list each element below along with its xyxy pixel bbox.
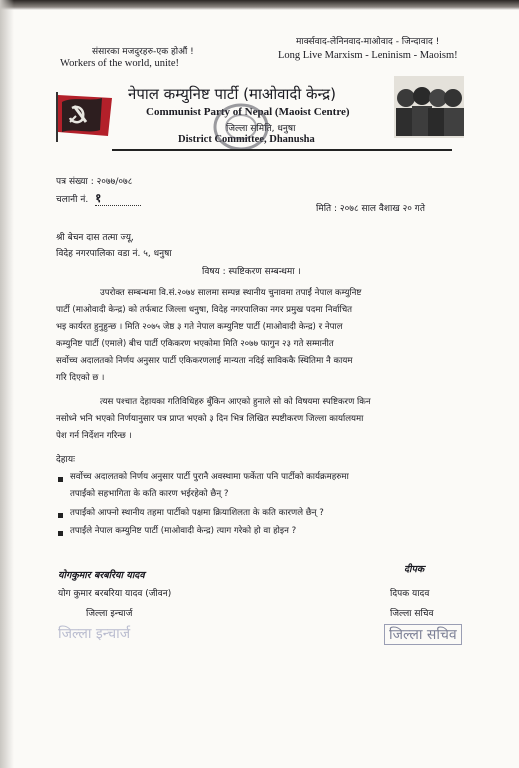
para1-line: कम्युनिष्ट पार्टी (एमाले) बीच पार्टी एकिकरण भएकोमा मिति २०७७ फागुन २३ गते सम्मानीत	[56, 339, 334, 349]
para1-line: सर्वोच्च अदालतको निर्णय अनुसार पार्टी एकिकरणलाई मान्यता नदिई साविककै स्थितिमा नै कायम	[56, 356, 353, 366]
slogan-left-english: Workers of the world, unite!	[60, 58, 179, 69]
para2-line: पेश गर्न निर्देशन गरिन्छ ।	[56, 431, 132, 441]
right-stamp: जिल्ला सचिव	[384, 624, 462, 645]
left-signatory-title: जिल्ला इन्चार्ज	[86, 609, 133, 619]
party-name-nepali: नेपाल कम्युनिष्ट पार्टी (माओवादी केन्द्र)	[128, 85, 336, 103]
bullet-icon	[58, 531, 63, 536]
party-name-english: Communist Party of Nepal (Maoist Centre)	[146, 106, 350, 118]
list-item-continuation: तपाईंको सहभागिता के कति कारण भईरहेको छैन् ?	[70, 489, 229, 499]
para1-line: उपरोक्त सम्बन्धमा वि.सं.२०७४ सालमा सम्पन्न स्थानीय चुनावमा तपाईं नेपाल कम्युनिष्ट	[100, 288, 362, 298]
dispatch-number	[56, 189, 141, 206]
ink-stamp-icon	[208, 98, 274, 156]
slogan-right-nepali: मार्क्सवाद-लेनिनवाद-माओवाद - जिन्दावाद !	[296, 37, 440, 47]
para1-line: गरि दिएको छ ।	[56, 373, 105, 383]
right-handwritten-signature: दीपक	[404, 564, 425, 575]
list-heading: देहायः	[56, 455, 75, 465]
list-item: सर्वोच्च अदालतको निर्णय अनुसार पार्टी पुरानै अवस्थामा फर्केता पनि पार्टीको कार्यक्रमहरुमा	[70, 472, 349, 482]
para2-line: नसोध्ने भनि भएको निर्णयानुसार पत्र प्राप्त भएको ३ दिन भित्र लिखित स्पष्टीकरण जिल्ला कार्यालयमा	[56, 414, 364, 424]
letter-date: मिति : २०७८ साल वैशाख २० गते	[316, 204, 425, 214]
slogan-left-nepali: संसारका मजदुरहरु-एक होऔं !	[92, 47, 194, 57]
recipient-address: विदेह नगरपालिका वडा नं. ५, धनुषा	[56, 249, 172, 259]
reference-number: पत्र संख्या : २०७७/०७८	[56, 177, 133, 187]
left-signatory-name: योग कुमार बरबरिया यादव (जीवन)	[58, 589, 172, 599]
para1-line: भइ कार्यरत हुनुहुन्छ । मिति २०७५ जेष्ठ ३ गते नेपाल कम्युनिष्ट पार्टी (माओवादी केन्द्र) र नेपाल	[56, 322, 343, 332]
recipient-name: श्री बेचन दास तत्मा ज्यू,	[56, 233, 134, 243]
bullet-icon	[58, 477, 63, 482]
dispatch-number-value: १	[95, 191, 141, 206]
list-item: तपाईंको आफ्नो स्थानीय तहमा पार्टीको पक्षमा क्रियाशिलता के कति कारणले छैन् ?	[70, 508, 324, 518]
right-signatory-name: दिपक यादव	[390, 589, 430, 599]
slogan-right-english: Long Live Marxism - Leninism - Maoism!	[278, 50, 458, 61]
left-handwritten-signature: योगकुमार बरबरिया यादव	[58, 570, 145, 581]
leaders-portraits-icon	[394, 76, 464, 138]
dispatch-number-label: चलानी नं.	[56, 195, 89, 205]
para1-line: पार्टी (माओवादी केन्द्र) को तर्फबाट जिल्ला धनुषा, विदेह नगरपालिका नगर प्रमुख पदमा निर्वाचित	[56, 305, 353, 315]
letter-subject: विषय : स्पष्टिकरण सम्बन्धमा ।	[202, 267, 301, 277]
district-nepali: जिल्ला समिति, धनुषा	[226, 124, 296, 134]
list-item: तपाईंले नेपाल कम्युनिष्ट पार्टी (माओवादी केन्द्र) त्याग गरेको हो वा होइन ?	[70, 526, 297, 536]
district-english: District Committee, Dhanusha	[178, 134, 315, 145]
right-signatory-title: जिल्ला सचिव	[390, 609, 434, 619]
header-divider	[112, 149, 452, 151]
left-faded-stamp: जिल्ला इन्चार्ज	[58, 626, 131, 642]
scan-left-edge	[0, 0, 14, 768]
hammer-sickle-flag-icon	[56, 92, 114, 142]
scan-top-edge	[0, 0, 519, 10]
bullet-icon	[58, 513, 63, 518]
para2-line: त्यस पश्चात देहायका गतिविधिहरु बुँकिन आएको हुनाले सो को विषयमा स्पष्टिकरण किन	[100, 397, 371, 407]
